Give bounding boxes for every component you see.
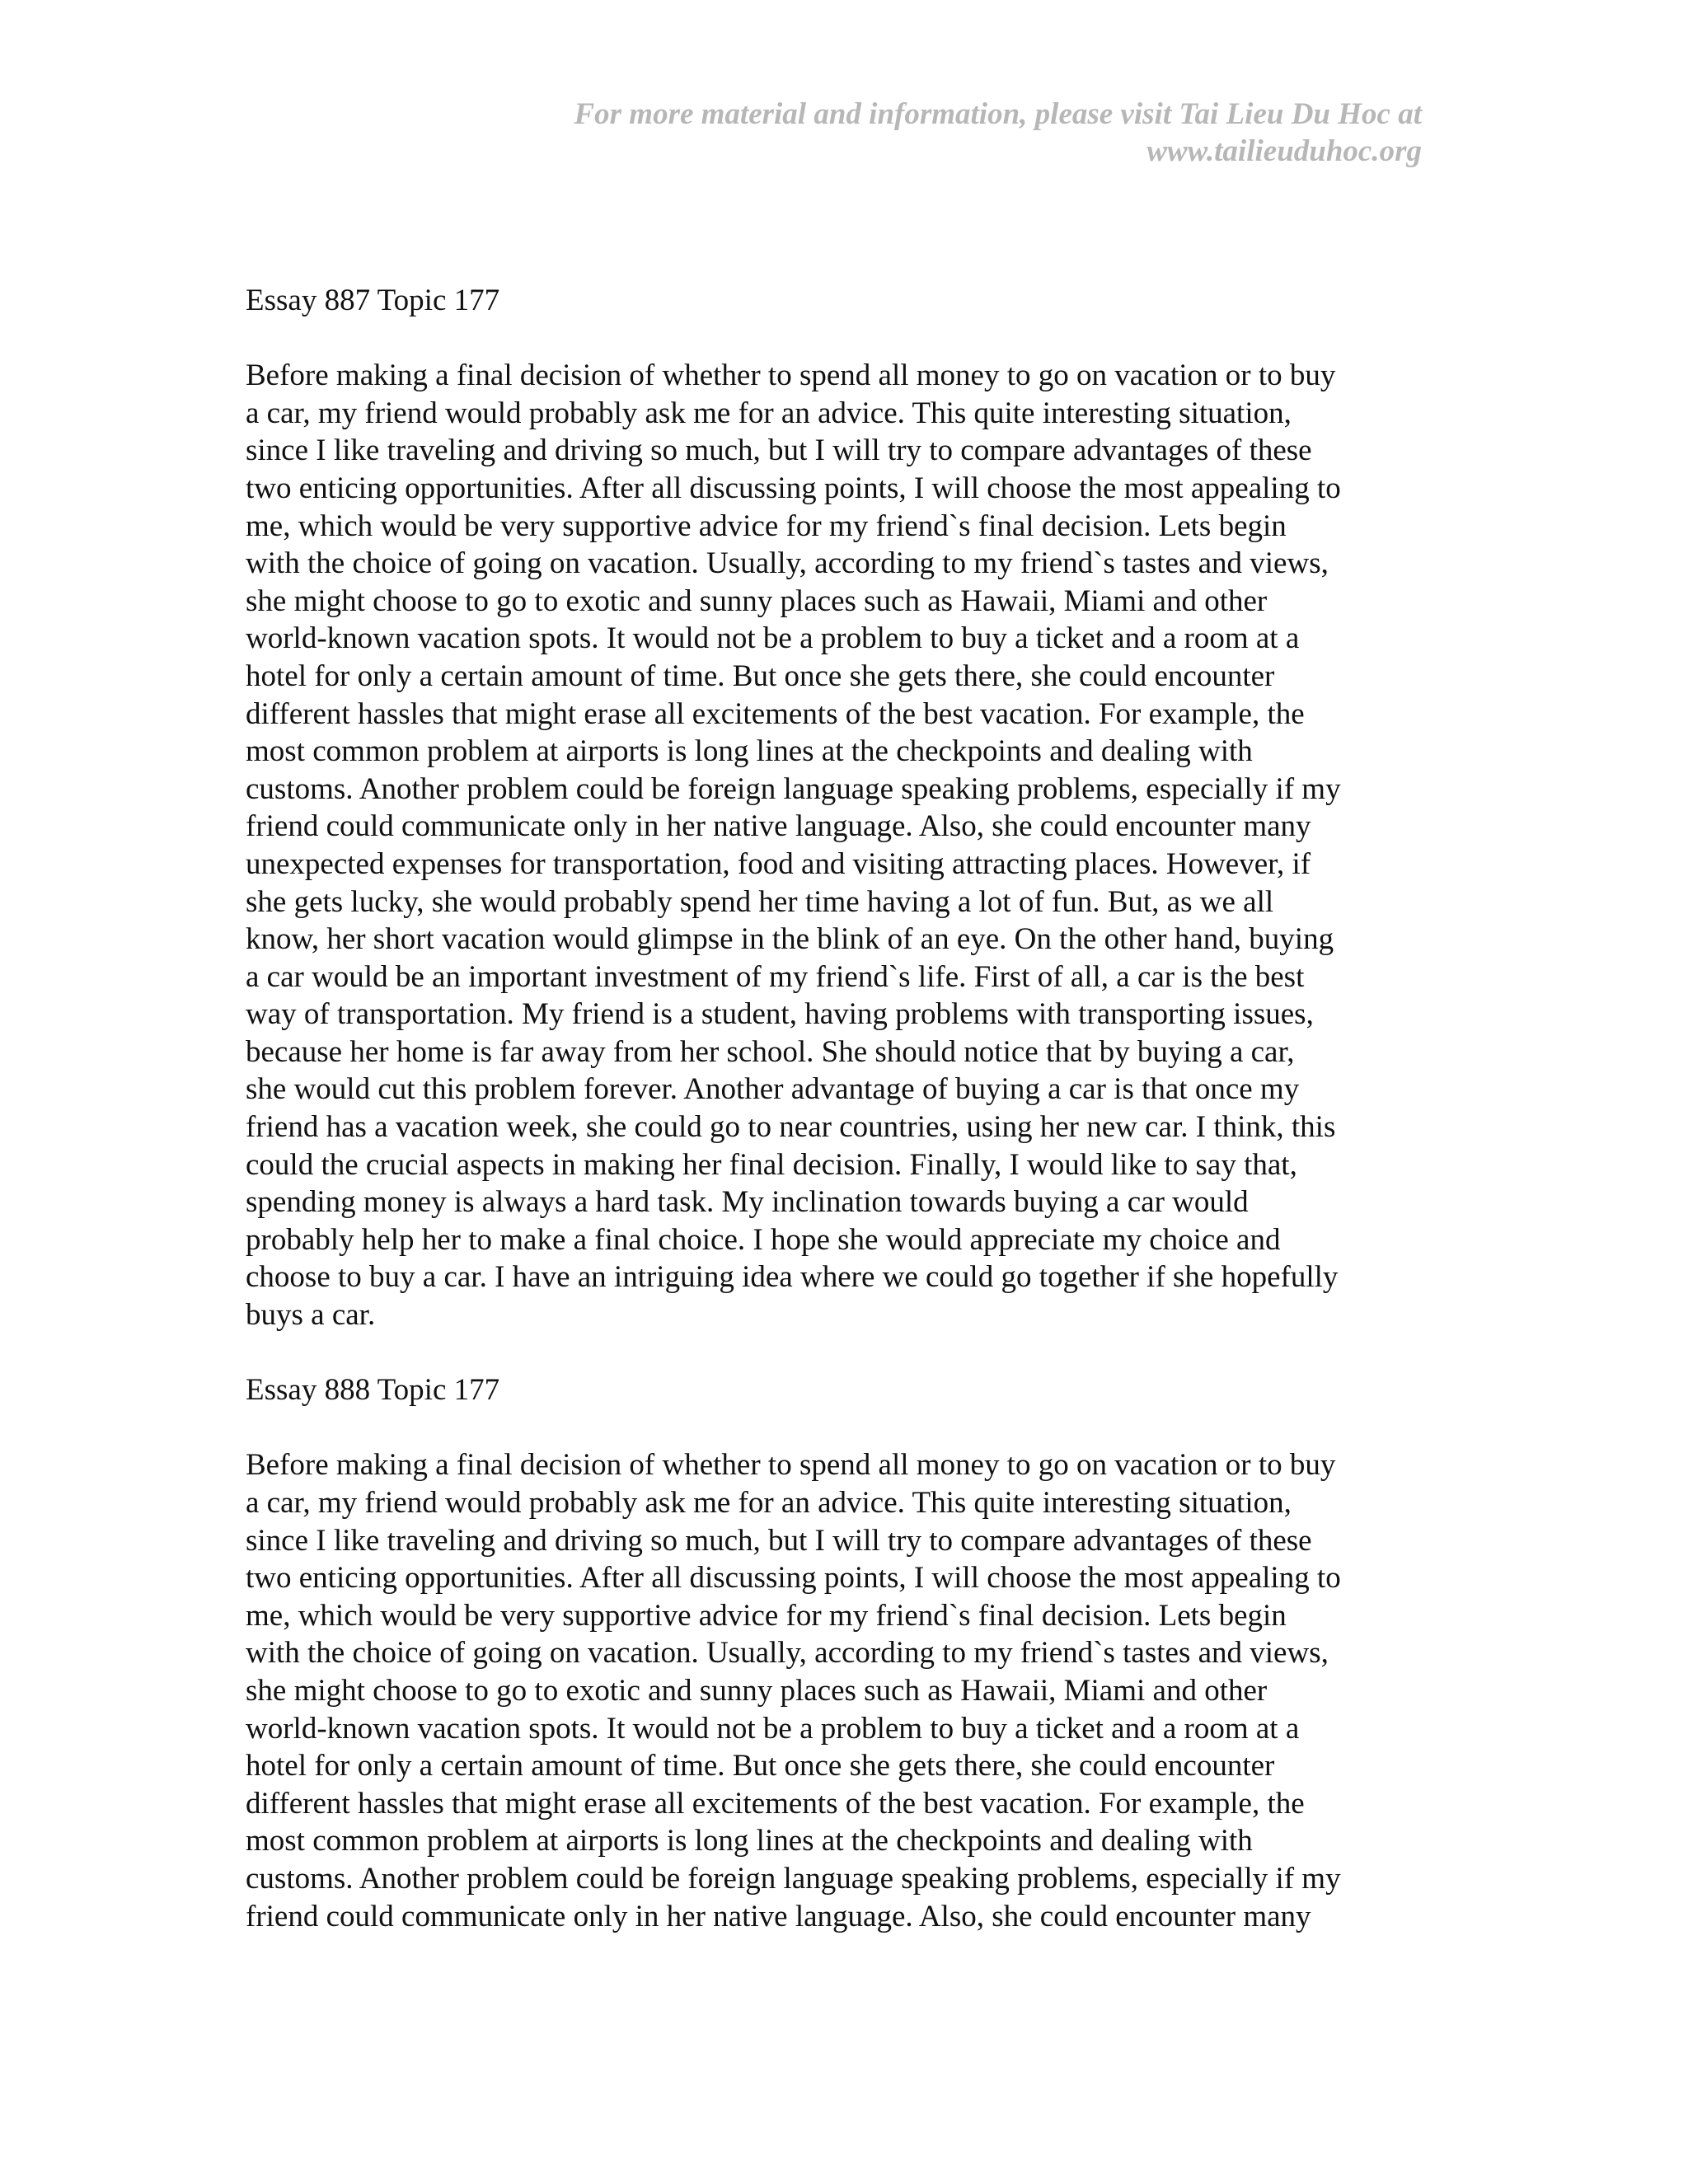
text-line: she gets lucky, she would probably spend her time having a lot of fun. But, as we all — [246, 884, 1274, 919]
text-line: two enticing opportunities. After all discussing points, I will choose the most appealing to — [246, 471, 1341, 505]
essay-title: Essay 887 Topic 177 — [246, 284, 500, 317]
text-line: hotel for only a certain amount of time. But once she gets there, she could encounter — [246, 658, 1275, 693]
text-line: she might choose to go to exotic and sunny places such as Hawaii, Miami and other — [246, 583, 1268, 618]
text-line: with the choice of going on vacation. Usually, according to my friend`s tastes and views, — [246, 546, 1329, 581]
text-line: with the choice of going on vacation. Usually, according to my friend`s tastes and views, — [246, 1636, 1329, 1671]
text-line: know, her short vacation would glimpse in the blink of an eye. On the other hand, buying — [246, 922, 1334, 957]
text-line: because her home is far away from her school. She should notice that by buying a car, — [246, 1034, 1295, 1069]
text-line: hotel for only a certain amount of time. But once she gets there, she could encounter — [246, 1749, 1275, 1783]
text-line: spending money is always a hard task. My inclination towards buying a car would — [246, 1185, 1249, 1220]
text-line: two enticing opportunities. After all discussing points, I will choose the most appealing to — [246, 1561, 1341, 1596]
text-line: customs. Another problem could be foreign language speaking problems, especially if my — [246, 771, 1341, 806]
essay-paragraph — [246, 1446, 1432, 1935]
text-line: Before making a final decision of whether to spend all money to go on vacation or to buy — [246, 359, 1336, 393]
text-line: me, which would be very supportive advice for my friend`s final decision. Lets begin — [246, 509, 1287, 543]
text-line: she would cut this problem forever. Another advantage of buying a car is that once my — [246, 1072, 1300, 1107]
text-line: a car, my friend would probably ask me for an advice. This quite interesting situation, — [246, 1486, 1292, 1520]
essay-section — [246, 282, 1432, 1334]
text-line: a car would be an important investment of my friend`s life. First of all, a car is the best — [246, 959, 1305, 994]
header-url: www.tailieuduhoc.org — [1146, 134, 1422, 168]
text-line: friend has a vacation week, she could go to near countries, using her new car. I think, this — [246, 1110, 1336, 1145]
text-line: buys a car. — [246, 1298, 376, 1333]
text-line: friend could communicate only in her native language. Also, she could encounter many — [246, 809, 1311, 844]
text-line: most common problem at airports is long lines at the checkpoints and dealing with — [246, 734, 1253, 769]
text-line: me, which would be very supportive advice for my friend`s final decision. Lets begin — [246, 1598, 1287, 1633]
text-line: choose to buy a car. I have an intriguing idea where we could go together if she hopefully — [246, 1260, 1339, 1295]
site-header — [350, 96, 1422, 170]
text-line: a car, my friend would probably ask me for an advice. This quite interesting situation, — [246, 396, 1292, 430]
document-body — [246, 282, 1432, 1973]
text-line: Before making a final decision of whether to spend all money to go on vacation or to buy — [246, 1448, 1336, 1483]
text-line: world-known vacation spots. It would not be a problem to buy a ticket and a room at a — [246, 1711, 1300, 1746]
text-line: could the crucial aspects in making her final decision. Finally, I would like to say that, — [246, 1147, 1297, 1182]
text-line: different hassles that might erase all excitements of the best vacation. For example, the — [246, 696, 1305, 731]
essay-paragraph — [246, 357, 1432, 1333]
text-line: customs. Another problem could be foreign language speaking problems, especially if my — [246, 1861, 1341, 1896]
text-line: since I like traveling and driving so much, but I will try to compare advantages of these — [246, 1523, 1312, 1558]
text-line: different hassles that might erase all excitements of the best vacation. For example, the — [246, 1786, 1305, 1821]
text-line: since I like traveling and driving so much, but I will try to compare advantages of these — [246, 434, 1312, 468]
text-line: world-known vacation spots. It would not be a problem to buy a ticket and a room at a — [246, 621, 1300, 656]
text-line: she might choose to go to exotic and sunny places such as Hawaii, Miami and other — [246, 1673, 1268, 1708]
essay-title: Essay 888 Topic 177 — [246, 1373, 500, 1408]
essay-section — [246, 1371, 1432, 1935]
text-line: way of transportation. My friend is a student, having problems with transporting issues, — [246, 997, 1314, 1032]
header-line: For more material and information, please visit Tai Lieu Du Hoc at — [574, 97, 1422, 131]
text-line: friend could communicate only in her native language. Also, she could encounter many — [246, 1899, 1311, 1933]
text-line: probably help her to make a final choice. I hope she would appreciate my choice and — [246, 1222, 1281, 1257]
text-line: most common problem at airports is long lines at the checkpoints and dealing with — [246, 1824, 1253, 1858]
text-line: unexpected expenses for transportation, food and visiting attracting places. However, if — [246, 846, 1311, 881]
